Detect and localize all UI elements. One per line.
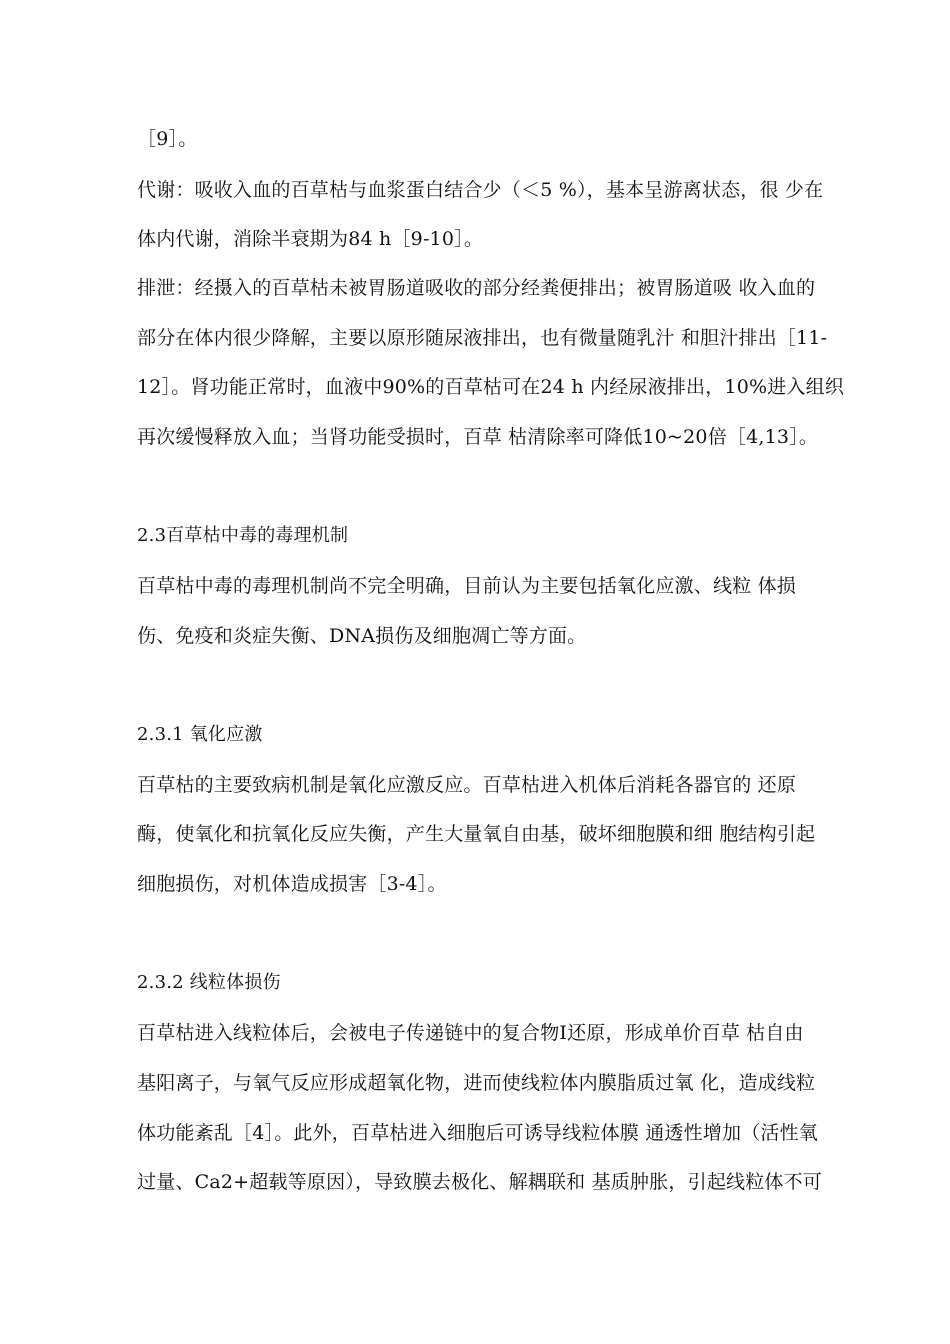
text-line: 细胞损伤，对机体造成损害［3-4］。 xyxy=(137,873,447,895)
text-line: 12］。肾功能正常时，血液中90%的百草枯可在24 h 内经尿液排出，10%进入组织 xyxy=(137,376,845,398)
text-line: ［9］。 xyxy=(137,128,198,150)
text-line: 过量、Ca2+超载等原因），导致膜去极化、解耦联和 基质肿胀，引起线粒体不可 xyxy=(137,1171,823,1193)
text-line: 百草枯中毒的毒理机制尚不完全明确，目前认为主要包括氧化应激、线粒 体损 xyxy=(137,575,797,597)
text-line: 百草枯的主要致病机制是氧化应激反应。百草枯进入机体后消耗各器官的 还原 xyxy=(137,774,797,796)
text-line: 酶，使氧化和抗氧化反应失衡，产生大量氧自由基，破坏细胞膜和细 胞结构引起 xyxy=(137,823,816,845)
subsection-heading: 2.3.1 氧化应激 xyxy=(137,724,263,745)
text-line: 百草枯进入线粒体后，会被电子传递链中的复合物Ⅰ还原，形成单价百草 枯自由 xyxy=(137,1022,804,1044)
text-line: 部分在体内很少降解，主要以原形随尿液排出，也有微量随乳汁 和胆汁排出［11- xyxy=(137,327,828,349)
text-line: 代谢：吸收入血的百草枯与血浆蛋白结合少（＜5 %），基本呈游离状态，很 少在 xyxy=(137,179,824,201)
text-line: 伤、免疫和炎症失衡、DNA损伤及细胞凋亡等方面。 xyxy=(137,625,587,647)
text-line: 排泄：经摄入的百草枯未被胃肠道吸收的部分经粪便排出；被胃肠道吸 收入血的 xyxy=(137,277,816,299)
text-line: 基阳离子，与氧气反应形成超氧化物，进而使线粒体内膜脂质过氧 化，造成线粒 xyxy=(137,1072,816,1094)
text-line: 体功能紊乱［4］。此外，百草枯进入细胞后可诱导线粒体膜 通透性增加（活性氧 xyxy=(137,1122,819,1144)
subsection-heading: 2.3.2 线粒体损伤 xyxy=(137,972,281,993)
text-line: 再次缓慢释放入血；当肾功能受损时，百草 枯清除率可降低10~20倍［4,13］。 xyxy=(137,426,819,448)
section-heading: 2.3百草枯中毒的毒理机制 xyxy=(137,525,349,546)
text-line: 体内代谢，消除半衰期为84 h［9-10］。 xyxy=(137,228,484,250)
